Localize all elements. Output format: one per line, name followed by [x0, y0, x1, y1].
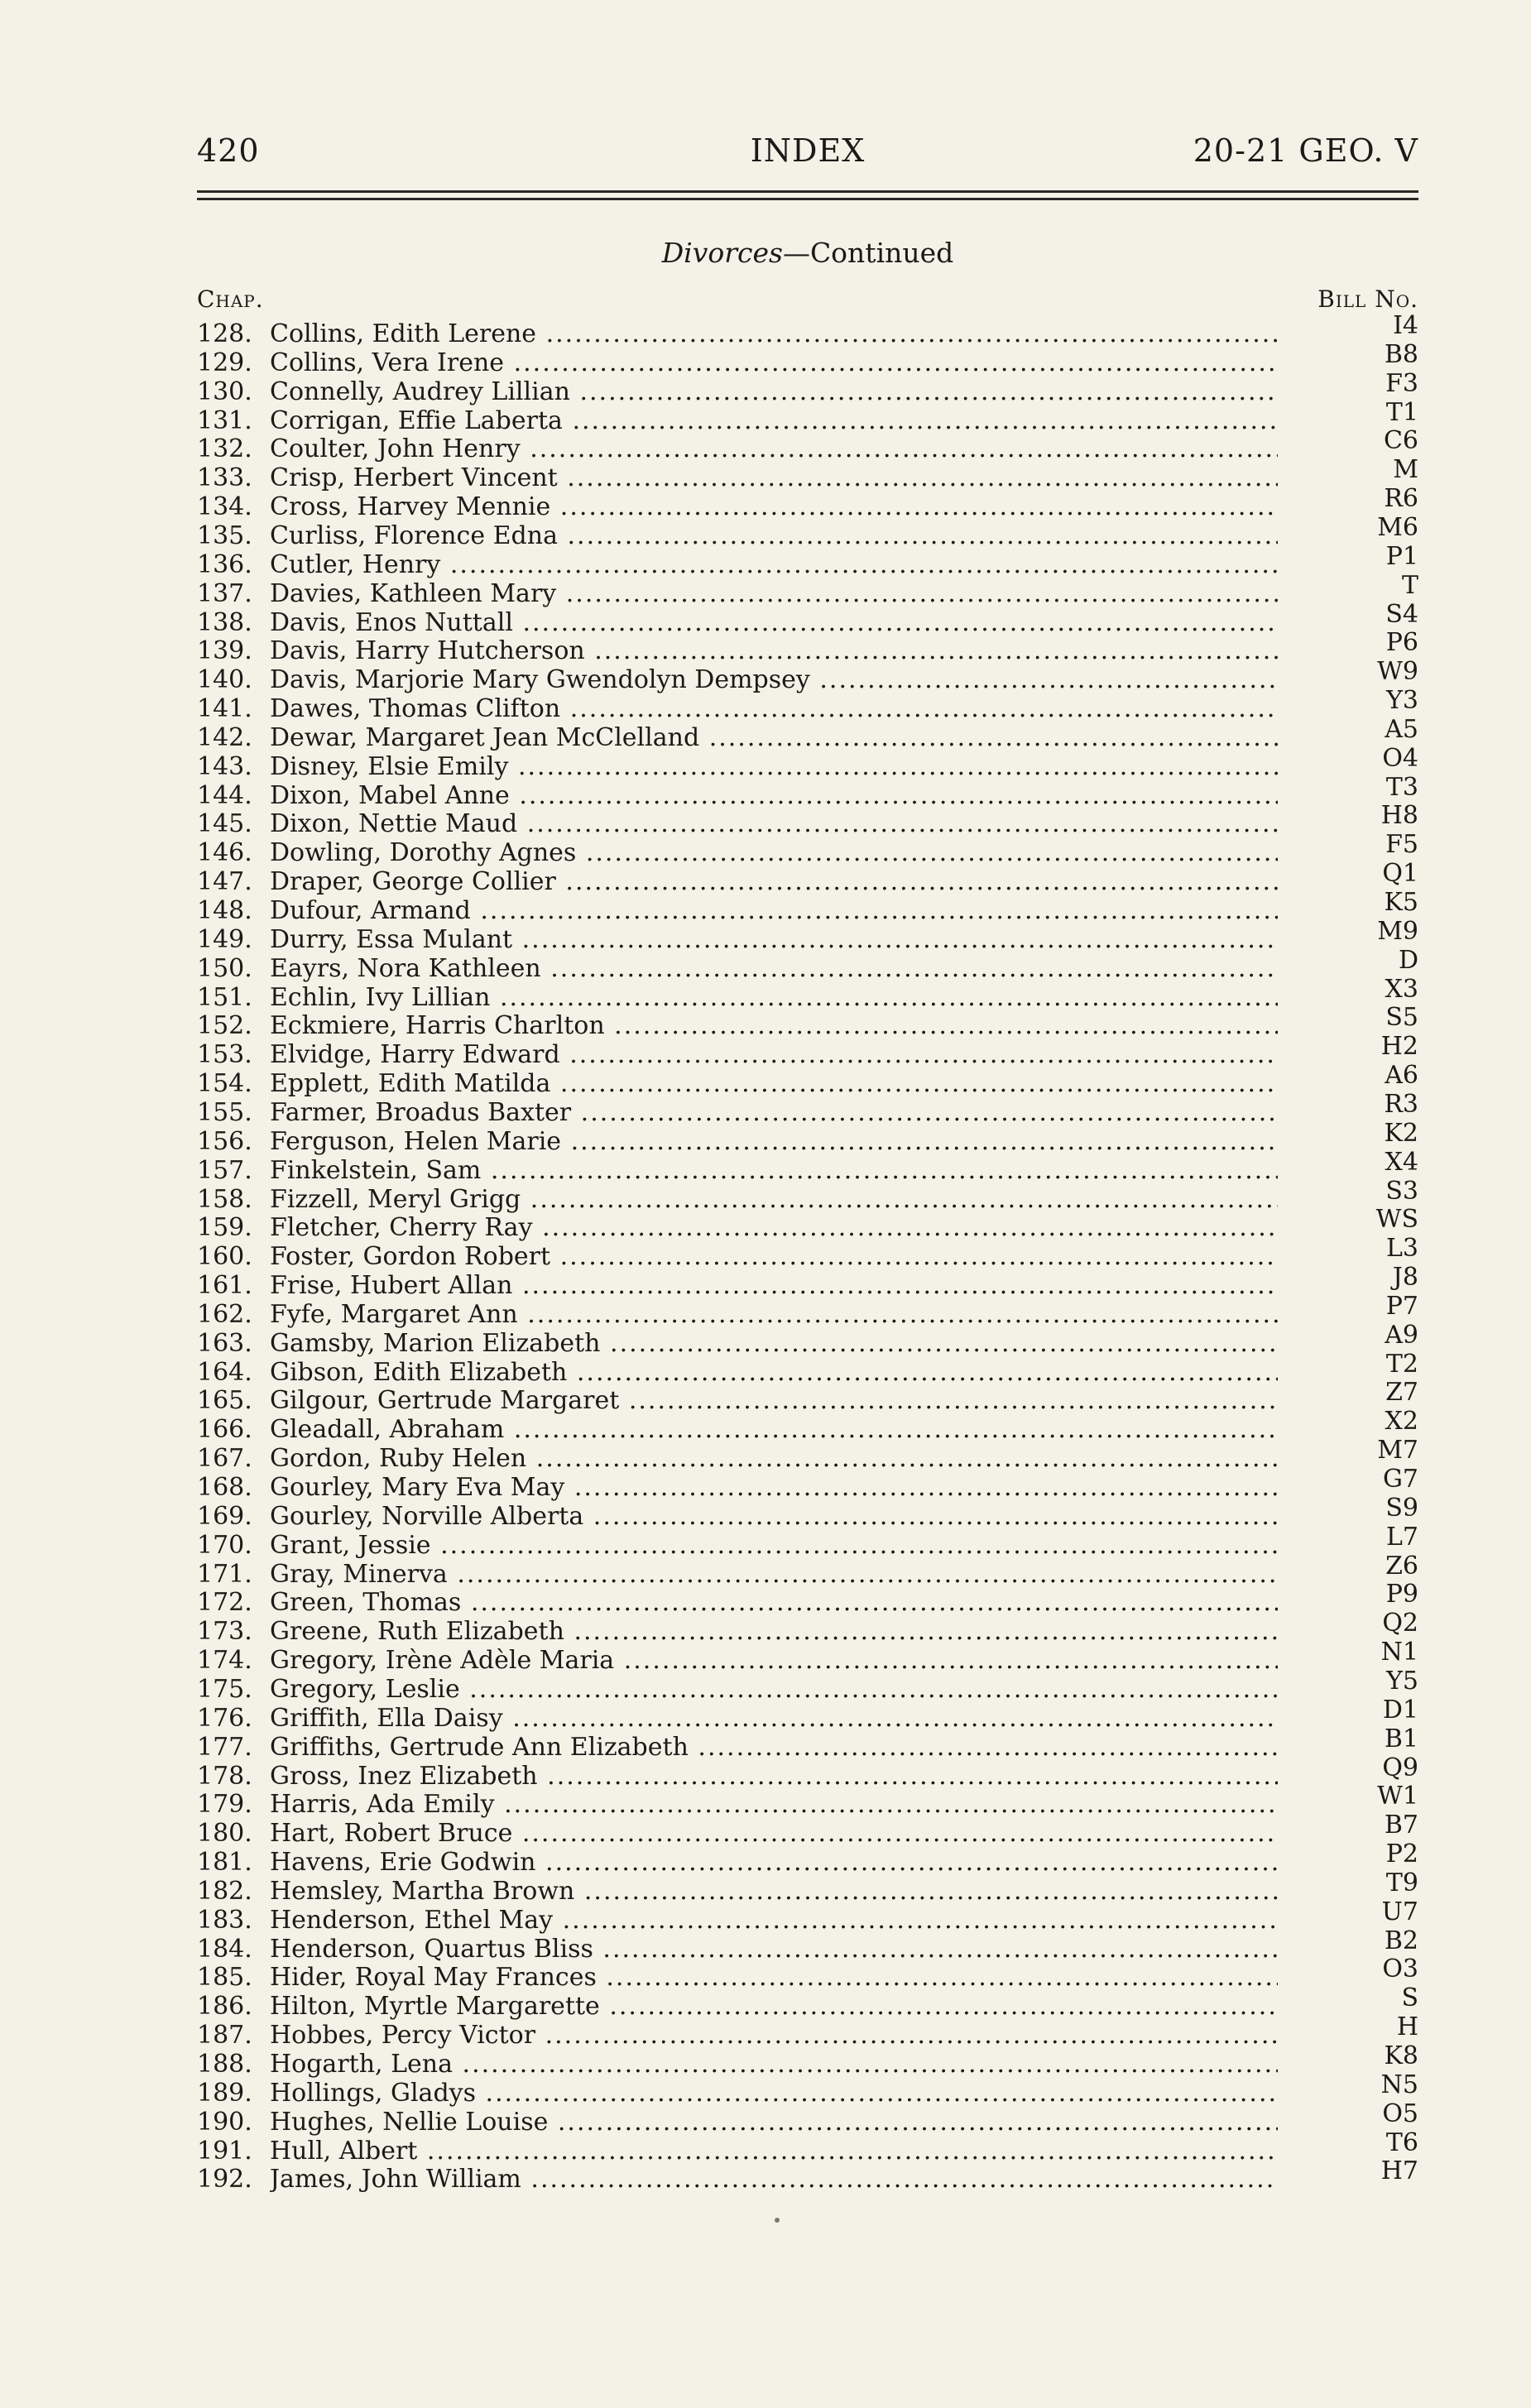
- list-item: [197, 1089, 1418, 1128]
- entry-name: Griffith, Ella Daisy .....: [270, 1704, 1278, 1734]
- chapter-number: 173.: [197, 1617, 252, 1647]
- entry-name: Cutler, Henry .....: [270, 550, 1278, 580]
- bill-number: T3: [1385, 772, 1418, 802]
- entry-name: Gleadall, Abraham .....: [270, 1415, 1278, 1445]
- bill-number: O4: [1382, 743, 1418, 773]
- bill-number: N1: [1380, 1638, 1418, 1667]
- list-item: [197, 686, 1418, 724]
- entry-name: Frise, Hubert Allan .....: [270, 1271, 1278, 1301]
- chapter-number: 187.: [197, 2021, 252, 2051]
- list-item: [197, 1868, 1418, 1907]
- entry-name: Greene, Ruth Elizabeth .....: [270, 1617, 1278, 1647]
- list-item: [197, 1291, 1418, 1330]
- list-item: [197, 1551, 1418, 1590]
- list-item: [197, 1493, 1418, 1532]
- entry-name: Gregory, Irène Adèle Maria .....: [270, 1646, 1278, 1676]
- bill-number: Q2: [1382, 1609, 1418, 1638]
- bill-number: T9: [1385, 1868, 1418, 1897]
- bill-number: P9: [1385, 1580, 1418, 1609]
- entry-name: Hull, Albert .....: [270, 2137, 1278, 2166]
- list-item: [197, 859, 1418, 897]
- entry-name: Dewar, Margaret Jean McClelland .....: [270, 723, 1278, 753]
- entry-name: Dixon, Nettie Maud .....: [270, 809, 1278, 839]
- entry-name: Gourley, Norville Alberta .....: [270, 1502, 1278, 1532]
- entry-name: Gregory, Leslie .....: [270, 1675, 1278, 1705]
- bill-number: R3: [1384, 1089, 1418, 1119]
- entry-name: Havens, Erie Godwin .....: [270, 1848, 1278, 1878]
- entry-name: Henderson, Ethel May .....: [270, 1906, 1278, 1936]
- chapter-number: 179.: [197, 1790, 252, 1820]
- bill-number: W1: [1377, 1782, 1418, 1811]
- entry-name: Curliss, Florence Edna .....: [270, 521, 1278, 551]
- list-item: [197, 945, 1418, 984]
- chapter-number: 164.: [197, 1357, 252, 1387]
- chapter-number: 155.: [197, 1097, 252, 1127]
- list-item: [197, 1436, 1418, 1474]
- list-item: [197, 1983, 1418, 2022]
- entry-name: Corrigan, Effie Laberta .....: [270, 406, 1278, 436]
- list-item: [197, 1407, 1418, 1445]
- list-item: [197, 1753, 1418, 1792]
- entry-name: Davis, Marjorie Mary Gwendolyn Dempsey .....: [270, 665, 1278, 695]
- list-item: [197, 368, 1418, 407]
- bill-number: P6: [1385, 628, 1418, 658]
- entry-name: Gray, Minerva .....: [270, 1560, 1278, 1590]
- chapter-number: 146.: [197, 838, 252, 868]
- chapter-number: 185.: [197, 1963, 252, 1993]
- bill-number: B1: [1384, 1724, 1418, 1753]
- entry-name: Crisp, Herbert Vincent .....: [270, 463, 1278, 493]
- bill-column-header: Bill No.: [1317, 285, 1418, 313]
- entry-name: Gordon, Ruby Helen .....: [270, 1444, 1278, 1474]
- chapter-number: 188.: [197, 2050, 252, 2079]
- section-name: Divorces: [661, 237, 783, 269]
- list-item: [197, 1263, 1418, 1301]
- bill-number: P1: [1385, 541, 1418, 571]
- list-item: [197, 1349, 1418, 1388]
- regnal-year: 20-21 GEO. V: [1193, 132, 1418, 169]
- list-item: [197, 455, 1418, 493]
- chapter-number: 140.: [197, 665, 252, 695]
- chapter-number: 144.: [197, 780, 252, 810]
- entry-name: Hilton, Myrtle Margarette .....: [270, 1992, 1278, 2022]
- chapter-number: 134.: [197, 492, 252, 522]
- entry-name: Fizzell, Meryl Grigg .....: [270, 1185, 1278, 1215]
- bill-number: Q1: [1382, 859, 1418, 889]
- list-item: [197, 1147, 1418, 1186]
- bill-number: M7: [1377, 1436, 1418, 1465]
- list-item: [197, 2012, 1418, 2051]
- entry-name: Gibson, Edith Elizabeth .....: [270, 1358, 1278, 1388]
- bill-number: S3: [1385, 1176, 1418, 1206]
- entry-name: Eckmiere, Harris Charlton .....: [270, 1011, 1278, 1041]
- entry-name: Elvidge, Harry Edward .....: [270, 1040, 1278, 1070]
- entry-name: Hobbes, Percy Victor .....: [270, 2021, 1278, 2051]
- entry-name: Farmer, Broadus Baxter .....: [270, 1098, 1278, 1128]
- chapter-number: 129.: [197, 348, 252, 377]
- chapter-number: 150.: [197, 953, 252, 983]
- list-item: [197, 830, 1418, 868]
- list-item: [197, 1955, 1418, 1993]
- bill-number: Z7: [1385, 1378, 1418, 1408]
- chapter-number: 151.: [197, 982, 252, 1012]
- chapter-number: 190.: [197, 2107, 252, 2137]
- entry-name: Dawes, Thomas Clifton .....: [270, 694, 1278, 724]
- entry-name: Griffiths, Gertrude Ann Elizabeth .....: [270, 1733, 1278, 1763]
- chapter-number: 180.: [197, 1819, 252, 1849]
- entry-name: Hogarth, Lena .....: [270, 2050, 1278, 2079]
- entry-name: Draper, George Collier .....: [270, 867, 1278, 897]
- list-item: [197, 1724, 1418, 1763]
- chapter-number: 160.: [197, 1242, 252, 1272]
- chapter-number: 142.: [197, 722, 252, 752]
- chapter-number: 182.: [197, 1876, 252, 1906]
- bill-number: H7: [1380, 2156, 1418, 2186]
- chapter-number: 131.: [197, 405, 252, 435]
- bill-number: P7: [1385, 1291, 1418, 1321]
- chapter-number: 157.: [197, 1155, 252, 1185]
- entry-name: Davies, Kathleen Mary .....: [270, 579, 1278, 609]
- running-title: INDEX: [750, 132, 866, 169]
- chapter-number: 166.: [197, 1415, 252, 1445]
- chapter-number: 130.: [197, 377, 252, 406]
- list-item: [197, 628, 1418, 666]
- bill-number: N5: [1380, 2070, 1418, 2099]
- list-item: [197, 801, 1418, 839]
- chapter-number: 158.: [197, 1184, 252, 1214]
- bill-number: U7: [1381, 1897, 1418, 1926]
- chapter-number: 168.: [197, 1473, 252, 1502]
- chapter-number: 181.: [197, 1848, 252, 1878]
- chapter-number: 163.: [197, 1328, 252, 1358]
- bill-number: F5: [1385, 830, 1418, 860]
- chapter-number: 145.: [197, 809, 252, 839]
- bill-number: T6: [1385, 2127, 1418, 2157]
- bill-number: I4: [1393, 311, 1418, 340]
- bill-number: Z6: [1385, 1551, 1418, 1581]
- entry-name: Coulter, John Henry .....: [270, 434, 1278, 464]
- chapter-number: 172.: [197, 1588, 252, 1618]
- bill-number: C6: [1383, 426, 1418, 456]
- entry-name: Connelly, Audrey Lillian .....: [270, 377, 1278, 407]
- bill-number: K5: [1384, 888, 1418, 917]
- chapter-number: 162.: [197, 1299, 252, 1329]
- chapter-number: 161.: [197, 1271, 252, 1301]
- bill-number: J8: [1392, 1263, 1418, 1293]
- list-item: [197, 570, 1418, 609]
- entry-name: Disney, Elsie Emily .....: [270, 752, 1278, 782]
- bill-number: O5: [1382, 2099, 1418, 2128]
- chapter-number: 149.: [197, 924, 252, 954]
- list-item: [197, 339, 1418, 378]
- bill-number: M9: [1377, 916, 1418, 946]
- chapter-number: 135.: [197, 520, 252, 550]
- entry-name: Fyfe, Margaret Ann .....: [270, 1300, 1278, 1330]
- list-item: [197, 512, 1418, 551]
- bill-number: M6: [1377, 512, 1418, 542]
- list-item: [197, 599, 1418, 638]
- list-item: [197, 1926, 1418, 1964]
- list-item: [197, 1032, 1418, 1070]
- header-rule-top: [197, 190, 1418, 193]
- entry-name: Dufour, Armand .....: [270, 896, 1278, 926]
- list-item: [197, 1840, 1418, 1878]
- list-item: [197, 743, 1418, 782]
- list-item: [197, 1378, 1418, 1416]
- list-item: [197, 657, 1418, 695]
- entry-name: Gross, Inez Elizabeth .....: [270, 1762, 1278, 1792]
- list-item: [197, 1118, 1418, 1157]
- list-item: [197, 1522, 1418, 1561]
- entry-name: Henderson, Quartus Bliss .....: [270, 1935, 1278, 1964]
- list-item: [197, 1320, 1418, 1359]
- chapter-number: 178.: [197, 1761, 252, 1791]
- bill-number: S: [1401, 1983, 1418, 2013]
- entry-name: Dowling, Dorothy Agnes .....: [270, 838, 1278, 868]
- bill-number: F3: [1385, 368, 1418, 398]
- bill-number: L3: [1385, 1234, 1418, 1264]
- entry-name: Collins, Edith Lerene .....: [270, 319, 1278, 349]
- chapter-number: 128.: [197, 319, 252, 348]
- bill-number: O3: [1382, 1955, 1418, 1984]
- bill-number: H2: [1380, 1032, 1418, 1062]
- chapter-number: 176.: [197, 1703, 252, 1733]
- chapter-number: 136.: [197, 549, 252, 579]
- bill-number: S4: [1385, 599, 1418, 629]
- entry-name: Hemsley, Martha Brown .....: [270, 1877, 1278, 1907]
- list-item: [197, 714, 1418, 753]
- list-item: [197, 2070, 1418, 2108]
- list-item: [197, 1234, 1418, 1272]
- list-item: [197, 1205, 1418, 1243]
- list-item: [197, 2156, 1418, 2195]
- bill-number: Y5: [1386, 1666, 1418, 1696]
- bill-number: B8: [1384, 339, 1418, 369]
- entry-name: Gamsby, Marion Elizabeth .....: [270, 1329, 1278, 1359]
- list-item: [197, 916, 1418, 955]
- list-item: [197, 1465, 1418, 1503]
- chapter-number: 143.: [197, 751, 252, 781]
- entry-name: Collins, Vera Irene .....: [270, 348, 1278, 378]
- bill-number: B2: [1384, 1926, 1418, 1955]
- list-item: [197, 541, 1418, 580]
- chapter-number: 167.: [197, 1444, 252, 1474]
- list-item: [197, 484, 1418, 522]
- bill-number: B7: [1384, 1811, 1418, 1840]
- list-item: [197, 1609, 1418, 1647]
- chapter-number: 184.: [197, 1934, 252, 1964]
- bill-number: A5: [1385, 714, 1418, 744]
- bill-number: D1: [1382, 1695, 1418, 1724]
- list-item: [197, 2041, 1418, 2079]
- bill-number: S5: [1385, 1003, 1418, 1033]
- bill-number: M: [1393, 455, 1418, 485]
- bill-number: T: [1401, 570, 1418, 600]
- entry-name: Dixon, Mabel Anne .....: [270, 781, 1278, 811]
- chapter-number: 189.: [197, 2078, 252, 2108]
- section-title: [197, 237, 1418, 269]
- list-item: [197, 1580, 1418, 1618]
- bill-number: A9: [1385, 1320, 1418, 1350]
- chapter-number: 191.: [197, 2136, 252, 2166]
- chapter-number: 177.: [197, 1732, 252, 1762]
- bill-number: H: [1396, 2012, 1418, 2042]
- bill-number: K8: [1384, 2041, 1418, 2070]
- list-item: [197, 1811, 1418, 1849]
- bill-number: D: [1398, 945, 1418, 975]
- list-item: [197, 397, 1418, 436]
- bill-number: S9: [1385, 1493, 1418, 1523]
- chapter-number: 152.: [197, 1011, 252, 1041]
- entry-name: Epplett, Edith Matilda .....: [270, 1069, 1278, 1099]
- list-item: [197, 1003, 1418, 1041]
- bill-number: X2: [1385, 1407, 1418, 1437]
- entry-name: Davis, Enos Nuttall .....: [270, 608, 1278, 638]
- entry-name: Davis, Harry Hutcherson .....: [270, 636, 1278, 666]
- entry-name: Grant, Jessie .....: [270, 1531, 1278, 1561]
- bill-number: K2: [1384, 1118, 1418, 1148]
- chapter-number: 139.: [197, 636, 252, 666]
- entry-name: Eayrs, Nora Kathleen .....: [270, 954, 1278, 984]
- chapter-number: 133.: [197, 463, 252, 493]
- entry-name: Finkelstein, Sam .....: [270, 1156, 1278, 1186]
- chapter-number: 171.: [197, 1559, 252, 1589]
- list-item: [197, 1638, 1418, 1676]
- entry-name: Fletcher, Cherry Ray .....: [270, 1213, 1278, 1243]
- chapter-number: 175.: [197, 1674, 252, 1704]
- bill-number: P2: [1385, 1840, 1418, 1869]
- chapter-number: 169.: [197, 1501, 252, 1531]
- chapter-number: 159.: [197, 1213, 252, 1243]
- entry-name: Gilgour, Gertrude Margaret .....: [270, 1386, 1278, 1416]
- entry-name: Gourley, Mary Eva May .....: [270, 1473, 1278, 1503]
- chapter-number: 192.: [197, 2165, 252, 2195]
- list-item: [197, 2127, 1418, 2166]
- chapter-number: 174.: [197, 1646, 252, 1676]
- running-head: [197, 132, 1418, 174]
- bill-number: T2: [1385, 1349, 1418, 1379]
- bill-number: WS: [1375, 1205, 1418, 1235]
- bill-number: Q9: [1382, 1753, 1418, 1782]
- bill-number: L7: [1385, 1522, 1418, 1552]
- entry-name: Hollings, Gladys .....: [270, 2079, 1278, 2108]
- chapter-number: 170.: [197, 1530, 252, 1560]
- chapter-number: 138.: [197, 607, 252, 637]
- entry-name: Foster, Gordon Robert .....: [270, 1242, 1278, 1272]
- chapter-number: 148.: [197, 896, 252, 925]
- list-item: [197, 1061, 1418, 1099]
- list-item: [197, 1782, 1418, 1820]
- bill-number: W9: [1377, 657, 1418, 687]
- chapter-number: 137.: [197, 578, 252, 608]
- bill-number: T1: [1385, 397, 1418, 427]
- chapter-number: 147.: [197, 867, 252, 897]
- bill-number: Y3: [1386, 686, 1418, 716]
- divorce-index-list: [197, 311, 1418, 2206]
- entry-name: Hughes, Nellie Louise .....: [270, 2108, 1278, 2137]
- list-item: [197, 974, 1418, 1013]
- list-item: [197, 426, 1418, 464]
- entry-name: Echlin, Ivy Lillian .....: [270, 983, 1278, 1013]
- entry-name: Ferguson, Helen Marie .....: [270, 1127, 1278, 1157]
- list-item: [197, 772, 1418, 811]
- entry-name: Hider, Royal May Frances .....: [270, 1963, 1278, 1993]
- chapter-number: 141.: [197, 694, 252, 724]
- entry-name: Harris, Ada Emily .....: [270, 1790, 1278, 1820]
- entry-name: James, John William .....: [270, 2165, 1278, 2195]
- entry-name: Hart, Robert Bruce .....: [270, 1819, 1278, 1849]
- chapter-number: 153.: [197, 1040, 252, 1070]
- chapter-number: 154.: [197, 1069, 252, 1099]
- list-item: [197, 1695, 1418, 1734]
- chap-column-header: Chap.: [197, 285, 264, 313]
- entry-name: Durry, Essa Mulant .....: [270, 925, 1278, 955]
- entry-name: Green, Thomas .....: [270, 1588, 1278, 1618]
- chapter-number: 156.: [197, 1126, 252, 1156]
- bill-number: X3: [1385, 974, 1418, 1004]
- list-item: [197, 1666, 1418, 1705]
- page-mark: [775, 2218, 780, 2223]
- list-item: [197, 311, 1418, 349]
- chapter-number: 165.: [197, 1386, 252, 1416]
- bill-number: A6: [1385, 1061, 1418, 1091]
- entry-name: Cross, Harvey Mennie .....: [270, 492, 1278, 522]
- section-continued: —Continued: [782, 237, 954, 269]
- chapter-number: 183.: [197, 1905, 252, 1935]
- chapter-number: 132.: [197, 434, 252, 464]
- bill-number: G7: [1382, 1465, 1418, 1494]
- page-number: 420: [197, 132, 260, 169]
- header-rule-bottom: [197, 198, 1418, 200]
- list-item: [197, 1897, 1418, 1936]
- list-item: [197, 1176, 1418, 1215]
- chapter-number: 186.: [197, 1992, 252, 2022]
- list-item: [197, 2099, 1418, 2137]
- bill-number: R6: [1384, 484, 1418, 514]
- list-item: [197, 888, 1418, 926]
- bill-number: X4: [1385, 1147, 1418, 1177]
- bill-number: H8: [1380, 801, 1418, 831]
